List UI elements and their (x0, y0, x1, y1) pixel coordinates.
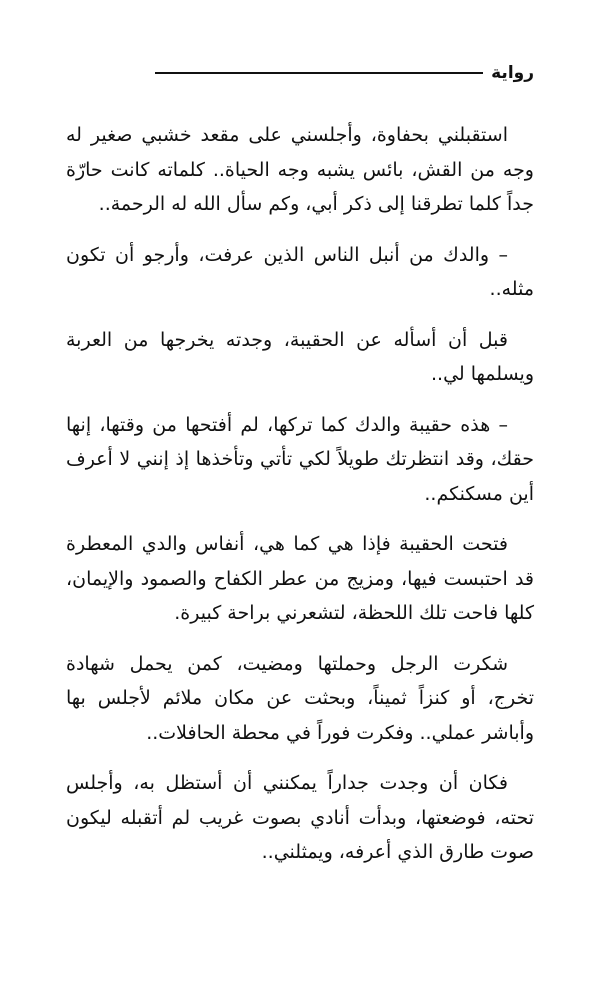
body-text (66, 118, 534, 886)
running-header (155, 58, 534, 88)
paragraph: استقبلني بحفاوة، وأجلسني على مقعد خشبي صغير له وجه من القش، بائس يشبه وجه الحياة.. كلماته كانت حارّة جداً كلما تطرقنا إلى ذكر أبي، وكم سأل الله له الرحمة.. (66, 124, 534, 215)
header-rule (155, 72, 483, 74)
paragraph: شكرت الرجل وحملتها ومضيت، كمن يحمل شهادة تخرج، أو كنزاً ثميناً، وبحثت عن مكان ملائم لأجلس بها وأباشر عملي.. وفكرت فوراً في محطة الحافلات.. (66, 652, 534, 744)
paragraph: – هذه حقيبة والدك كما تركها، لم أفتحها من وقتها، إنها حقك، وقد انتظرتك طويلاً لكي تأتي وتأخذها إذ إنني لا أعرف أين مسكنكم.. (66, 413, 534, 505)
paragraph: فكان أن وجدت جداراً يمكنني أن أستظل به، وأجلس تحته، فوضعتها، وبدأت أنادي بصوت غريب لم أتقبله ليكون صوت طارق الذي أعرفه، ويمثلني.. (66, 772, 534, 863)
paragraph: قبل أن أسأله عن الحقيبة، وجدته يخرجها من العربة ويسلمها لي.. (66, 328, 534, 385)
paragraph: – والدك من أنبل الناس الذين عرفت، وأرجو أن تكون مثله.. (66, 243, 534, 300)
section-title: رواية (491, 63, 534, 83)
paragraph: فتحت الحقيبة فإذا هي كما هي، أنفاس والدي المعطرة قد احتبست فيها، ومزيج من عطر الكفاح والصمود والإيمان، كلها فاحت تلك اللحظة، لتشعرني براحة كبيرة. (66, 533, 534, 624)
